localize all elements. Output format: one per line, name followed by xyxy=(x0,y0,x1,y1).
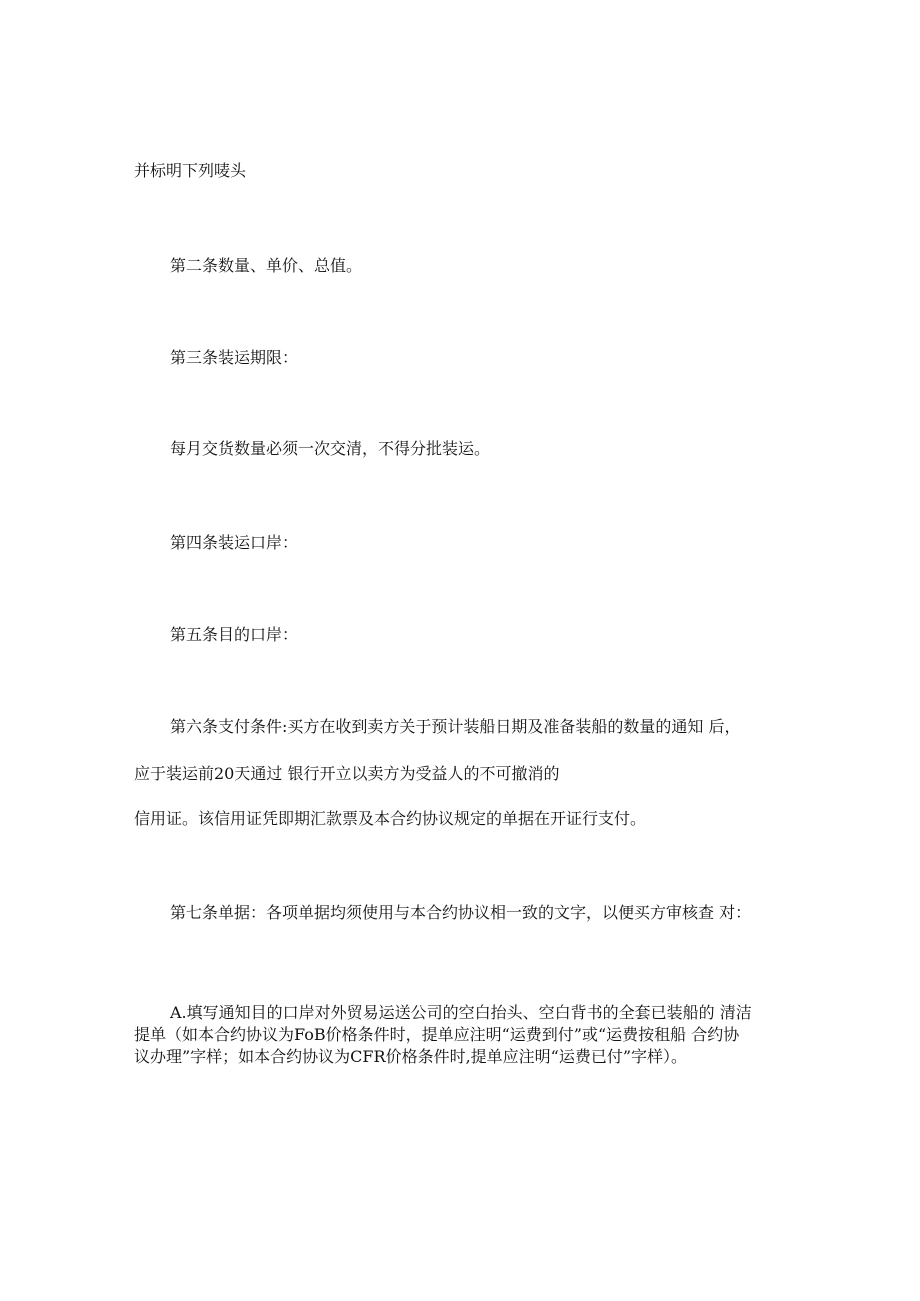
text-line-marks: 并标明下列唛头 xyxy=(134,161,247,180)
clause-3-shipment-period: 第三条装运期限： xyxy=(170,348,299,367)
clause-5-destination-port: 第五条目的口岸： xyxy=(170,625,299,644)
clause-6-payment-line-2: 应于装运前20天通过 银行开立以卖方为受益人的不可撤消的 xyxy=(134,764,560,783)
clause-4-loading-port: 第四条装运口岸： xyxy=(170,533,299,552)
clause-7-item-a-line-2: 提单（如本合约协议为FoB价格条件时，提单应注明“运费到付”或“运费按租船 合约协 xyxy=(134,1025,740,1044)
clause-7-item-a-line-1: A.填写通知目的口岸对外贸易运送公司的空白抬头、空白背书的全套已装船的 清洁 xyxy=(170,1003,752,1022)
clause-2-quantity-price: 第二条数量、单价、总值。 xyxy=(170,256,363,275)
clause-7-documents: 第七条单据：各项单据均须使用与本合约协议相一致的文字，以便买方审核查 对： xyxy=(170,903,752,922)
clause-7-item-a-line-3: 议办理”字样；如本合约协议为CFR价格条件时,提单应注明“运费已付”字样）。 xyxy=(134,1047,688,1066)
clause-6-payment-line-3: 信用证。该信用证凭即期汇款票及本合约协议规定的单据在开证行支付。 xyxy=(134,809,647,828)
text-line-delivery: 每月交货数量必须一次交清，不得分批装运。 xyxy=(170,439,491,458)
clause-6-payment-terms: 第六条支付条件:买方在收到卖方关于预计装船日期及准备装船的数量的通知 后， xyxy=(170,717,741,736)
